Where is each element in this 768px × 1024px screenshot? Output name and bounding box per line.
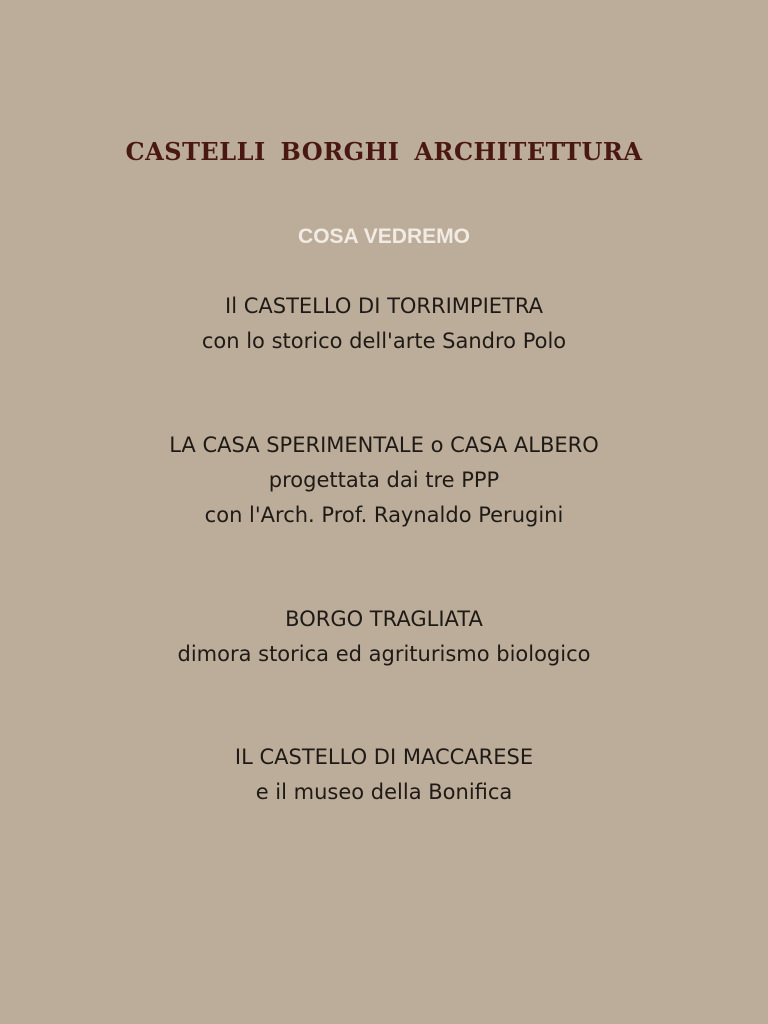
section-line: con lo storico dell'arte Sandro Polo xyxy=(201,329,567,353)
page-subtitle: COSA VEDREMO xyxy=(298,225,470,248)
section-maccarese xyxy=(0,740,768,810)
section-torrimpietra xyxy=(0,289,768,359)
section-line: con l'Arch. Prof. Raynaldo Perugini xyxy=(204,503,564,527)
section-line: dimora storica ed agriturismo biologico xyxy=(177,642,591,666)
page-title: CASTELLI BORGHI ARCHITETTURA xyxy=(125,137,643,166)
section-heading: BORGO TRAGLIATA xyxy=(285,607,483,631)
section-heading: LA CASA SPERIMENTALE o CASA ALBERO xyxy=(169,433,599,457)
section-casa-albero xyxy=(0,428,768,533)
section-heading: IL CASTELLO DI MACCARESE xyxy=(234,745,534,769)
section-borgo-tragliata xyxy=(0,602,768,672)
section-line: progettata dai tre PPP xyxy=(268,468,500,492)
section-line: e il museo della Bonifica xyxy=(255,780,513,804)
section-heading: Il CASTELLO DI TORRIMPIETRA xyxy=(225,294,543,318)
